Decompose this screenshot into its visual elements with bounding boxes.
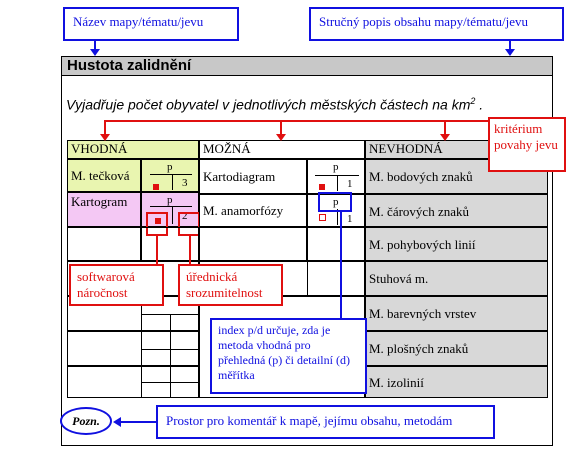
- unsuitable-row-6: M. plošných znaků: [365, 331, 548, 366]
- arrow-head: [90, 49, 100, 56]
- possible-row-1-index: p: [333, 161, 339, 173]
- possible-row-1-score: 1: [347, 178, 353, 190]
- readability-connector: [189, 236, 191, 264]
- comment-callout-text: Prostor pro komentář k mapě, jejímu obsahu, metodám: [166, 413, 453, 428]
- suitable-row-1-name: M. tečková: [67, 159, 141, 192]
- index-divider-h: [150, 174, 192, 175]
- comment-callout: [156, 405, 495, 439]
- possible-row-2-name: M. anamorfózy: [199, 194, 307, 227]
- suitable-row-1-score: 3: [182, 177, 188, 189]
- sheet-description-sup: 2: [470, 96, 476, 106]
- criterion-callout-text: kritérium povahy jevu: [494, 121, 558, 152]
- index-divider-v: [172, 206, 173, 224]
- map-name-callout-text: Název mapy/tématu/jevu: [73, 14, 204, 29]
- cell-divider: [141, 382, 199, 383]
- suitable-row-2-index: p: [167, 194, 173, 206]
- index-connector: [340, 212, 342, 318]
- sheet-description-end: .: [475, 96, 484, 113]
- criterion-callout: [488, 117, 566, 172]
- header-unsuitable: NEVHODNÁ: [365, 140, 548, 159]
- short-desc-callout-text: Stručný popis obsahu mapy/tématu/jevu: [319, 14, 529, 29]
- header-suitable: VHODNÁ: [67, 140, 199, 159]
- suitable-row-2-name: Kartogram: [67, 192, 141, 227]
- possible-row-2-index: p: [333, 196, 339, 208]
- cell-divider: [141, 349, 199, 350]
- arrow-head: [440, 134, 450, 141]
- readability-callout: [178, 264, 283, 306]
- index-divider-v: [337, 175, 338, 191]
- sheet-title: Hustota zalidnění: [62, 57, 552, 76]
- index-note-callout-text: index p/d určuje, zda je metoda vhodná pro přehledná (p) či detailní (d) měřítka: [218, 323, 350, 382]
- index-highlight-box: [318, 192, 352, 212]
- possible-empty-row: [199, 227, 307, 261]
- unsuitable-row-3: M. pohybových linií: [365, 227, 548, 261]
- software-callout-text: softwarová náročnost: [77, 269, 135, 300]
- unsuitable-row-7: M. izolinií: [365, 366, 548, 398]
- unsuitable-row-2: M. čárových znaků: [365, 194, 548, 227]
- software-callout: [69, 264, 164, 306]
- arrow-head: [505, 49, 515, 56]
- software-connector: [156, 236, 158, 264]
- possible-row-2-score: 1: [347, 213, 353, 225]
- index-divider-h: [150, 206, 192, 207]
- suitable-row-1-marker: [153, 184, 159, 190]
- suitable-row-1-index: p: [167, 161, 173, 173]
- sheet-description: [66, 92, 546, 114]
- possible-row-1-name: Kartodiagram: [199, 159, 307, 194]
- suitable-empty-row: [67, 227, 141, 261]
- possible-row-1-marker: [319, 184, 325, 190]
- map-name-callout: [63, 7, 239, 41]
- possible-empty-row: [307, 227, 365, 261]
- unsuitable-row-1: M. bodových znaků: [365, 159, 548, 194]
- comment-connector: [120, 421, 156, 423]
- cell-divider: [307, 261, 308, 296]
- arrow-head: [276, 134, 286, 141]
- sheet-description-text: Vyjadřuje počet obyvatel v jednotlivých městských částech na km: [66, 96, 471, 113]
- note-oval: [60, 407, 112, 435]
- arrow-head: [100, 134, 110, 141]
- suitable-row-2-score: 2: [182, 210, 188, 222]
- cell-divider: [141, 314, 199, 315]
- possible-row-2-marker: [319, 214, 326, 221]
- criterion-bracket: [104, 120, 488, 122]
- short-desc-callout: [309, 7, 564, 41]
- readability-callout-text: úřednická srozumitelnost: [186, 269, 263, 300]
- header-possible: MOŽNÁ: [199, 140, 365, 159]
- index-note-callout: [210, 318, 367, 394]
- index-divider-v: [172, 174, 173, 190]
- arrow-head: [113, 417, 121, 427]
- cell-divider: [170, 314, 171, 398]
- note-label: Pozn.: [72, 414, 100, 428]
- unsuitable-row-4: Stuhová m.: [365, 261, 548, 296]
- unsuitable-row-5: M. barevných vrstev: [365, 296, 548, 331]
